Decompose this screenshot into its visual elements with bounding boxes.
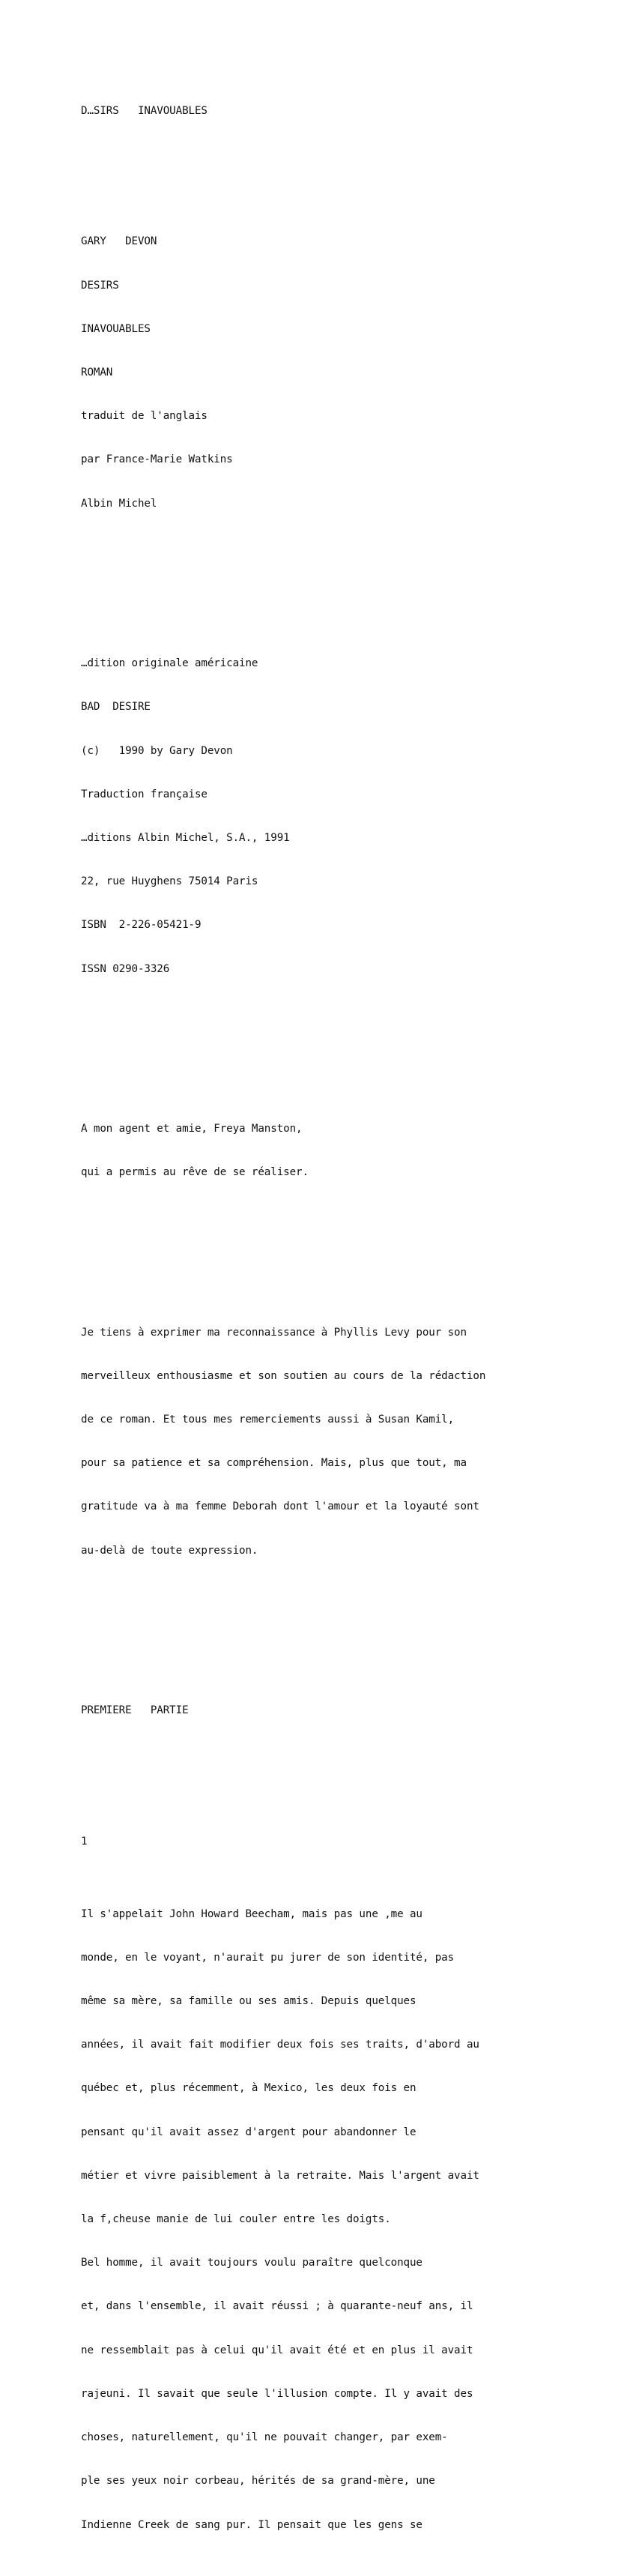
translation-note: traduit de l'anglais bbox=[81, 410, 208, 423]
author-name: GARY DEVON bbox=[81, 235, 157, 248]
dedication-line: A mon agent et amie, Freya Manston, bbox=[81, 1122, 303, 1135]
chapter-number: 1 bbox=[81, 1835, 88, 1847]
chapter-line: Il s'appelait John Howard Beecham, mais pas une ,me au bbox=[81, 1907, 422, 1920]
copyright-line: …dition originale américaine bbox=[81, 657, 258, 670]
spacer bbox=[81, 148, 605, 162]
chapter-line: choses, naturellement, qu'il ne pouvait changer, par exem- bbox=[81, 2431, 448, 2444]
chapter-line: monde, en le voyant, n'aurait pu jurer de son identité, pas bbox=[81, 1951, 455, 1964]
chapter-line: la f,cheuse manie de lui couler entre les doigts. bbox=[81, 2213, 391, 2226]
acknowledgement-line: au-delà de toute expression. bbox=[81, 1544, 258, 1557]
copyright-line: 22, rue Huyghens 75014 Paris bbox=[81, 875, 258, 888]
publisher-name: Albin Michel bbox=[81, 497, 157, 510]
acknowledgement-line: Je tiens à exprimer ma reconnaissance à Phyllis Levy pour son bbox=[81, 1326, 467, 1339]
spacer bbox=[81, 1747, 605, 1791]
copyright-line: ISBN 2-226-05421-9 bbox=[81, 919, 202, 932]
document-title: D…SIRS INAVOUABLES bbox=[81, 104, 208, 117]
chapter-line: Indienne Creek de sang pur. Il pensait que les gens se bbox=[81, 2518, 422, 2531]
chapter-line: et, dans l'ensemble, il avait réussi ; à quarante-neuf ans, il bbox=[81, 2300, 473, 2313]
title-block bbox=[81, 206, 605, 540]
copyright-line: BAD DESIRE bbox=[81, 701, 151, 714]
copyright-block bbox=[81, 627, 605, 1005]
document-page bbox=[81, 75, 605, 2576]
chapter-line: ne ressemblait pas à celui qu'il avait été et en plus il avait bbox=[81, 2344, 473, 2356]
dedication-line: qui a permis au rêve de se réaliser. bbox=[81, 1166, 309, 1179]
chapter-line: ple ses yeux noir corbeau, hérités de sa grand-mère, une bbox=[81, 2475, 435, 2488]
part-heading: PREMIERE PARTIE bbox=[81, 1704, 189, 1717]
book-title-line-1: DESIRS bbox=[81, 279, 119, 292]
book-title-line-2: INAVOUABLES bbox=[81, 322, 151, 335]
copyright-line: ISSN 0290-3326 bbox=[81, 962, 170, 975]
genre-label: ROMAN bbox=[81, 367, 113, 379]
chapter-line: pensant qu'il avait assez d'argent pour abandonner le bbox=[81, 2126, 417, 2138]
chapter-line: québec et, plus récemment, à Mexico, les deux fois en bbox=[81, 2082, 417, 2095]
acknowledgements bbox=[81, 1297, 605, 1587]
spacer bbox=[81, 1238, 605, 1252]
acknowledgement-line: de ce roman. Et tous mes remerciements aussi à Susan Kamil, bbox=[81, 1414, 455, 1426]
spacer bbox=[81, 570, 605, 584]
acknowledgement-line: gratitude va à ma femme Deborah dont l'amour et la loyauté sont bbox=[81, 1500, 479, 1513]
acknowledgement-line: merveilleux enthousiasme et son soutien au cours de la rédaction bbox=[81, 1369, 486, 1382]
chapter-body bbox=[81, 1878, 605, 2562]
translator-name: par France-Marie Watkins bbox=[81, 453, 233, 466]
spacer bbox=[81, 1035, 605, 1049]
spacer bbox=[81, 1617, 605, 1660]
copyright-line: Traduction française bbox=[81, 788, 208, 800]
copyright-line: …ditions Albin Michel, S.A., 1991 bbox=[81, 831, 290, 844]
chapter-line: rajeuni. Il savait que seule l'illusion compte. Il y avait des bbox=[81, 2387, 473, 2400]
dedication bbox=[81, 1093, 605, 1209]
chapter-line: Bel homme, il avait toujours voulu paraître quelconque bbox=[81, 2257, 422, 2269]
chapter-line: même sa mère, sa famille ou ses amis. Depuis quelques bbox=[81, 1995, 417, 2008]
chapter-line: années, il avait fait modifier deux fois ses traits, d'abord au bbox=[81, 2039, 479, 2051]
copyright-line: (c) 1990 by Gary Devon bbox=[81, 744, 233, 757]
acknowledgement-line: pour sa patience et sa compréhension. Mais, plus que tout, ma bbox=[81, 1457, 467, 1470]
chapter-line: métier et vivre paisiblement à la retraite. Mais l'argent avait bbox=[81, 2169, 479, 2182]
